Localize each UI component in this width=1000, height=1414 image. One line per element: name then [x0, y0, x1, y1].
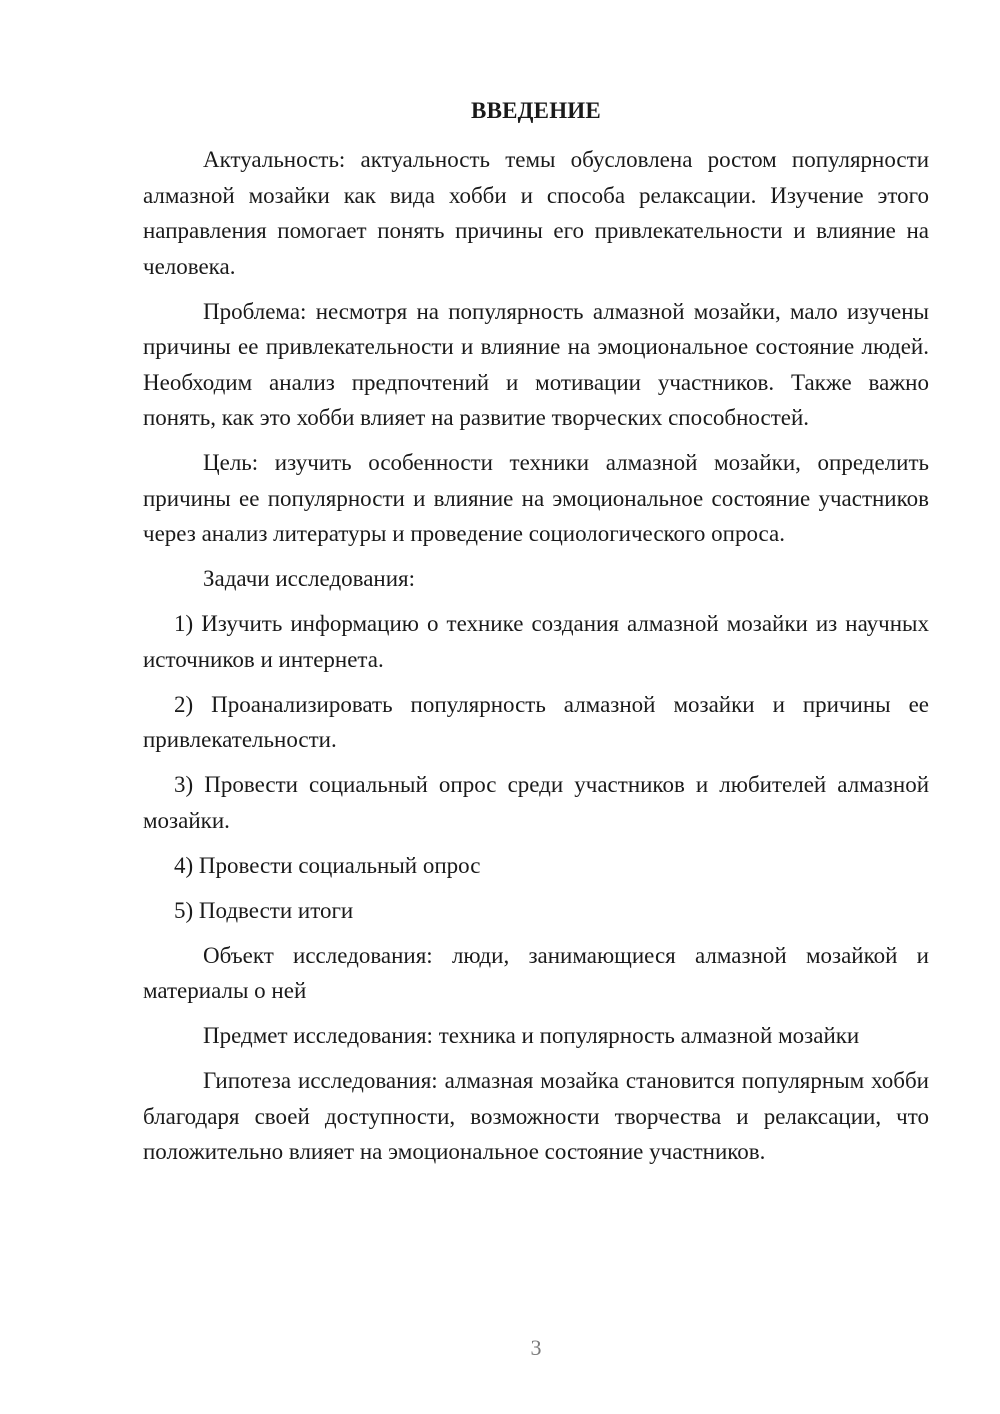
- task-item-1: 1) Изучить информацию о технике создания алмазной мозайки из научных источников и интернета.: [143, 611, 929, 672]
- tasks-heading: Задачи исследования:: [203, 566, 416, 591]
- task-item-3: 3) Провести социальный опрос среди участников и любителей алмазной мозайки.: [143, 772, 929, 833]
- task-item-4: 4) Провести социальный опрос: [174, 852, 481, 878]
- object-paragraph: Объект исследования: люди, занимающиеся алмазной мозайкой и материалы о ней: [143, 942, 929, 1003]
- hypothesis-paragraph: Гипотеза исследования: алмазная мозайка становится популярным хобби благодаря своей доступности, возможности творчества и релаксации, что положительно влияет на эмоциональное состояние участников.: [143, 1068, 929, 1164]
- task-item-2: 2) Проанализировать популярность алмазной мозайки и причины ее привлекательности.: [143, 691, 929, 752]
- goal-paragraph: Цель: изучить особенности техники алмазной мозайки, определить причины ее популярности и влияние на эмоциональное состояние участников через анализ литературы и проведение социологического опроса.: [143, 450, 929, 546]
- relevance-paragraph: Актуальность: актуальность темы обусловлена ростом популярности алмазной мозайки как вида хобби и способа релаксации. Изучение этого направления помогает понять причины его привлекательности и влияние на человека.: [143, 147, 929, 279]
- subject-paragraph: Предмет исследования: техника и популярность алмазной мозайки: [203, 1023, 860, 1048]
- page-number: 3: [530, 1335, 542, 1360]
- task-item-5: 5) Подвести итоги: [174, 897, 354, 923]
- document-body: [143, 142, 929, 1179]
- section-title: ВВЕДЕНИЕ: [471, 98, 601, 123]
- problem-paragraph: Проблема: несмотря на популярность алмазной мозайки, мало изучены причины ее привлекательности и влияние на эмоциональное состояние людей. Необходим анализ предпочтений и мотивации участников. Также важно понять, как это хобби влияет на развитие творческих способностей.: [143, 298, 929, 430]
